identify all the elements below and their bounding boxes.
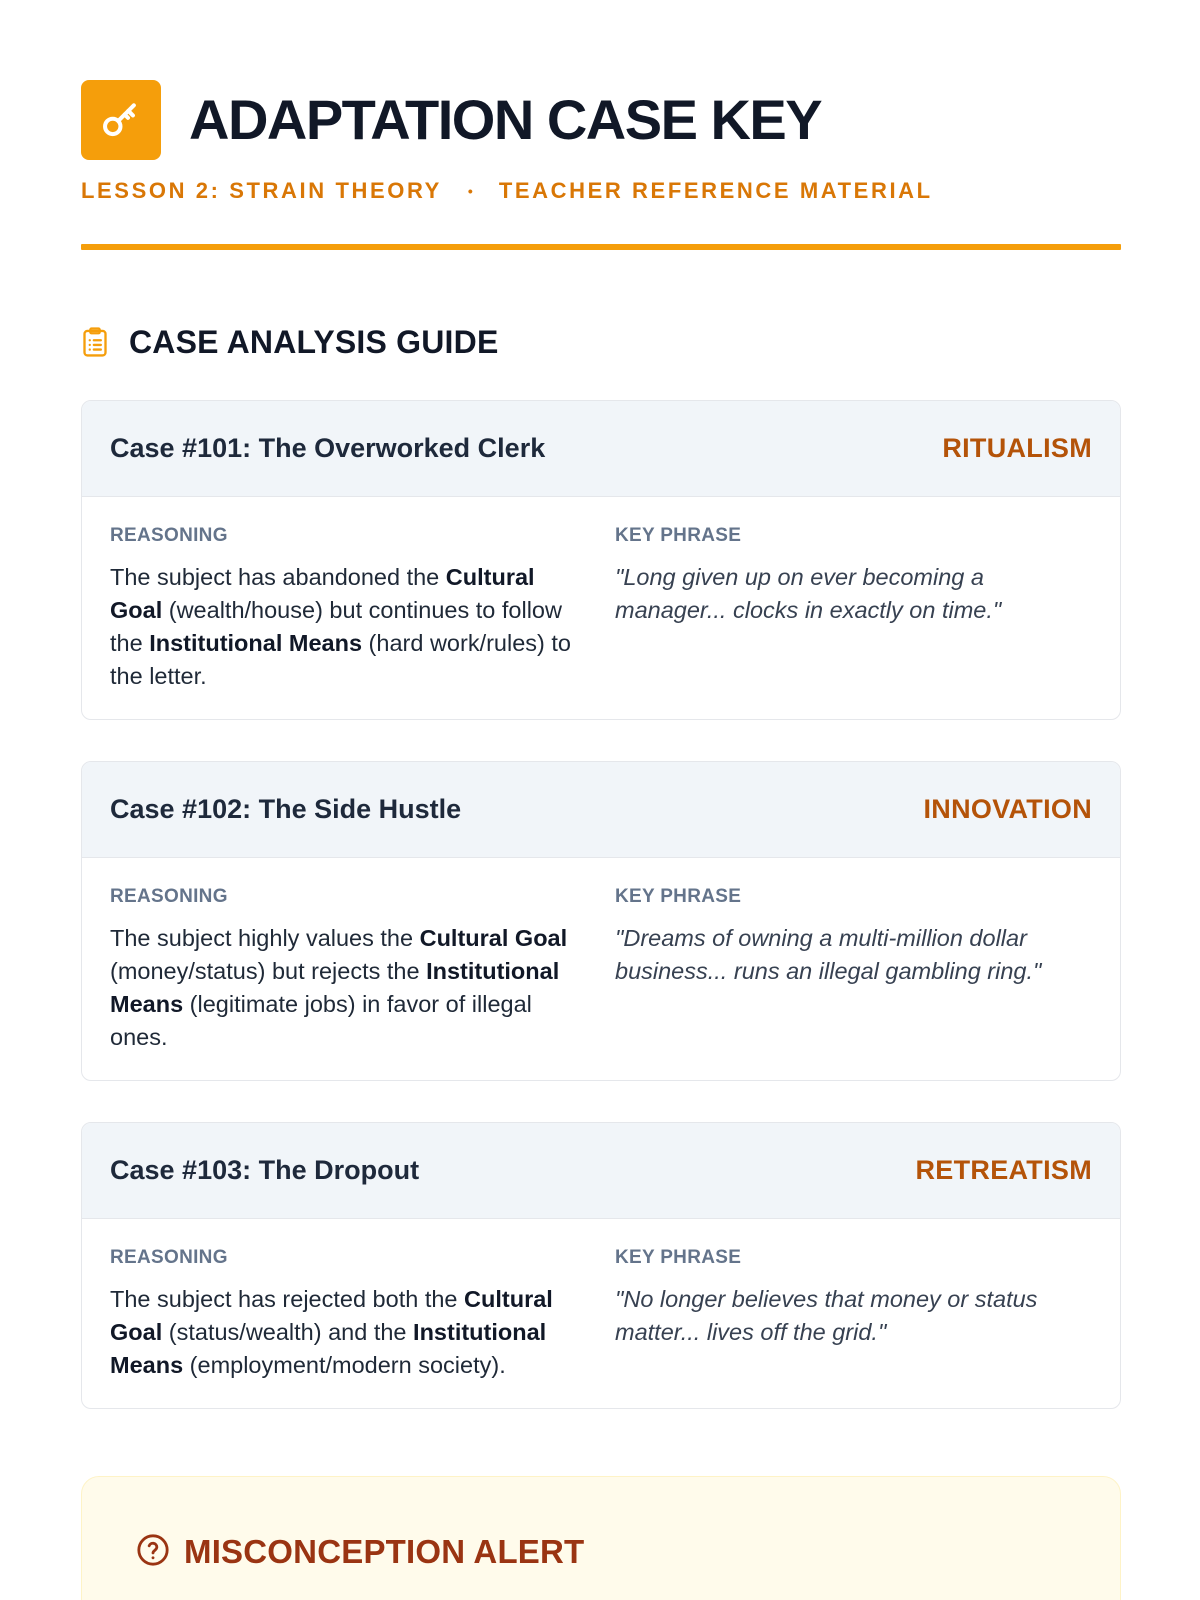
subtitle <box>81 176 1121 206</box>
reasoning-term: Cultural Goal <box>110 1286 553 1345</box>
reasoning-term: Cultural Goal <box>419 925 568 951</box>
section-title: CASE ANALYSIS GUIDE <box>129 323 499 360</box>
case-list <box>81 400 1121 1409</box>
case-card <box>81 400 1121 720</box>
reasoning-term: Institutional Means <box>149 630 363 656</box>
header-divider <box>81 244 1121 250</box>
case-card <box>81 761 1121 1081</box>
case-analysis-guide <box>81 322 1121 1409</box>
reasoning-label: REASONING <box>110 1247 228 1268</box>
reasoning-segment: (money/status) but rejects the <box>110 958 427 984</box>
key-phrase-label: KEY PHRASE <box>615 525 742 546</box>
reasoning-segment: (hard work/rules) to the letter. <box>110 630 571 689</box>
reasoning-column <box>110 1247 587 1382</box>
page-title: ADAPTATION CASE KEY <box>189 88 822 151</box>
reasoning-segment: The subject highly values the <box>110 925 420 951</box>
key-phrase-quote: "Long given up on ever becoming a manager... clocks in exactly on time." <box>615 564 1002 623</box>
reasoning-text <box>110 922 587 1054</box>
key-phrase-quote: "No longer believes that money or status matter... lives off the grid." <box>615 1286 1038 1345</box>
subtitle-separator: • <box>467 183 473 199</box>
misconception-alert <box>81 1476 1121 1600</box>
case-card-body <box>82 858 1120 1080</box>
case-title: Case #103: The Dropout <box>110 1155 420 1185</box>
adaptation-tag: INNOVATION <box>923 794 1092 824</box>
case-title: Case #101: The Overworked Clerk <box>110 433 546 463</box>
reasoning-column <box>110 525 587 693</box>
reasoning-segment: The subject has rejected both the <box>110 1286 465 1312</box>
case-card-header <box>82 401 1120 497</box>
adaptation-tag: RITUALISM <box>942 433 1092 463</box>
alert-heading <box>136 1529 584 1575</box>
key-phrase-column <box>615 886 1092 1054</box>
audience-label: TEACHER REFERENCE MATERIAL <box>498 178 933 203</box>
case-card-body <box>82 497 1120 719</box>
reasoning-text <box>110 561 587 693</box>
key-phrase-column <box>615 525 1092 693</box>
alert-title: MISCONCEPTION ALERT <box>184 1533 585 1570</box>
reasoning-term: Cultural Goal <box>110 564 535 623</box>
key-icon <box>81 80 161 160</box>
case-card <box>81 1122 1121 1409</box>
reasoning-segment: (legitimate jobs) in favor of illegal ones. <box>110 991 532 1050</box>
page <box>81 80 1121 1450</box>
section-heading <box>81 322 1121 362</box>
key-phrase-quote: "Dreams of owning a multi-million dollar business... runs an illegal gambling ring." <box>615 925 1042 984</box>
page-header <box>81 80 1121 250</box>
adaptation-tag: RETREATISM <box>915 1155 1092 1185</box>
title-row <box>81 80 1121 160</box>
reasoning-label: REASONING <box>110 886 228 907</box>
reasoning-term: Institutional Means <box>110 958 560 1017</box>
reasoning-segment: (employment/modern society). <box>183 1352 506 1378</box>
clipboard-list-icon <box>81 322 113 362</box>
key-phrase-label: KEY PHRASE <box>615 1247 742 1268</box>
reasoning-segment: The subject has abandoned the <box>110 564 446 590</box>
lesson-label: LESSON 2: STRAIN THEORY <box>81 178 442 203</box>
key-phrase-column <box>615 1247 1092 1382</box>
question-circle-icon <box>136 1533 170 1572</box>
case-card-body <box>82 1219 1120 1408</box>
reasoning-text <box>110 1283 587 1382</box>
reasoning-segment: (wealth/house) but continues to follow the <box>110 597 562 656</box>
case-card-header <box>82 762 1120 858</box>
case-title: Case #102: The Side Hustle <box>110 794 462 824</box>
key-phrase-label: KEY PHRASE <box>615 886 742 907</box>
reasoning-label: REASONING <box>110 525 228 546</box>
reasoning-column <box>110 886 587 1054</box>
reasoning-segment: (status/wealth) and the <box>162 1319 414 1345</box>
case-card-header <box>82 1123 1120 1219</box>
reasoning-term: Institutional Means <box>110 1319 547 1378</box>
